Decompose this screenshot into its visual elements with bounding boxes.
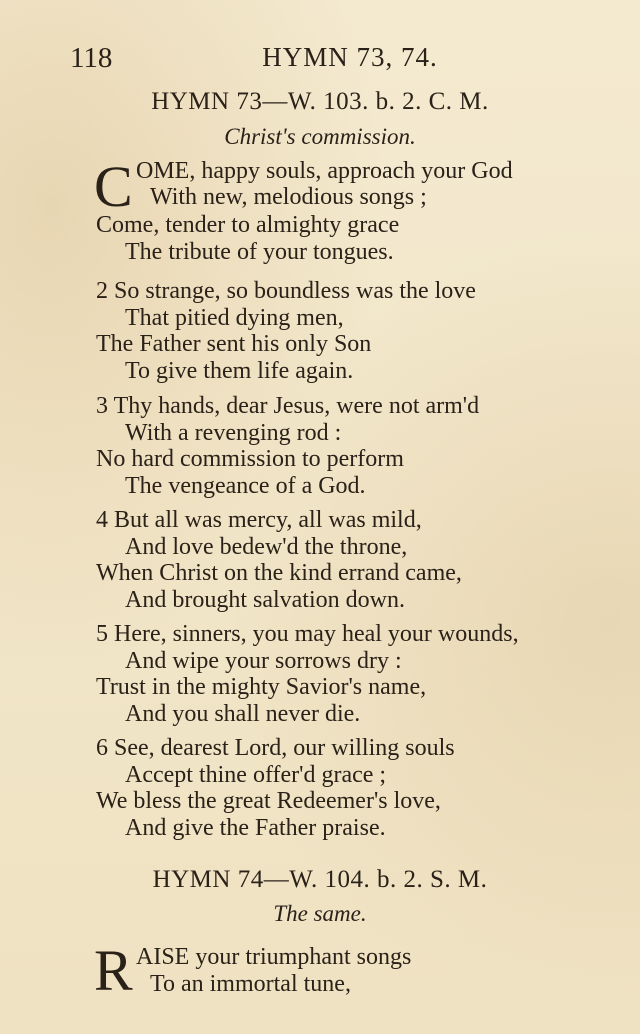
- hymn-73-line: To give them life again.: [125, 358, 354, 384]
- hymn-73-line: And wipe your sorrows dry :: [125, 648, 402, 674]
- hymn-74-line: To an immortal tune,: [150, 971, 351, 997]
- page-header: [70, 42, 630, 82]
- hymn-73-line: Trust in the mighty Savior's name,: [96, 674, 427, 700]
- hymn-73-line: That pitied dying men,: [125, 305, 344, 331]
- hymn-73-subtitle: Christ's commission.: [224, 124, 416, 149]
- hymn-73-line: No hard commission to perform: [96, 446, 404, 472]
- hymn-73-line: Accept thine offer'd grace ;: [125, 762, 387, 788]
- hymn-73-line: And give the Father praise.: [125, 815, 386, 841]
- hymn-73-line: Come, tender to almighty grace: [96, 212, 400, 238]
- hymn-73-line: The vengeance of a God.: [125, 473, 366, 499]
- hymn-73-title: HYMN 73—W. 103. b. 2. C. M.: [151, 88, 489, 115]
- hymn-73-line: And love bedew'd the throne,: [125, 534, 408, 560]
- hymn-73-line: 5 Here, sinners, you may heal your wounds,: [96, 621, 519, 647]
- hymn-74-dropcap: R: [94, 938, 133, 1003]
- page-number: 118: [70, 42, 113, 74]
- hymn-73-line: The tribute of your tongues.: [125, 239, 394, 265]
- hymn-73-line: And brought salvation down.: [125, 587, 405, 613]
- hymn-73-dropcap: C: [94, 154, 133, 219]
- hymn-73-line: 4 But all was mercy, all was mild,: [96, 507, 422, 533]
- hymn-73-line: 6 See, dearest Lord, our willing souls: [96, 735, 455, 761]
- hymn-73-line: With a revenging rod :: [125, 420, 342, 446]
- hymn-73-line: 2 So strange, so boundless was the love: [96, 278, 476, 304]
- hymn-74-title: HYMN 74—W. 104. b. 2. S. M.: [152, 866, 488, 893]
- hymn-73-line: OME, happy souls, approach your God: [136, 158, 513, 184]
- hymn-74-subtitle: The same.: [273, 901, 367, 926]
- hymn-73-line: We bless the great Redeemer's love,: [96, 788, 441, 814]
- hymn-73-line: When Christ on the kind errand came,: [96, 560, 462, 586]
- hymn-73-line: 3 Thy hands, dear Jesus, were not arm'd: [96, 393, 480, 419]
- hymn-73-line: With new, melodious songs ;: [150, 184, 427, 210]
- hymn-73-line: And you shall never die.: [125, 701, 361, 727]
- hymn-74-line: AISE your triumphant songs: [136, 944, 412, 970]
- running-head: HYMN 73, 74.: [262, 42, 438, 72]
- hymn-73-line: The Father sent his only Son: [96, 331, 372, 357]
